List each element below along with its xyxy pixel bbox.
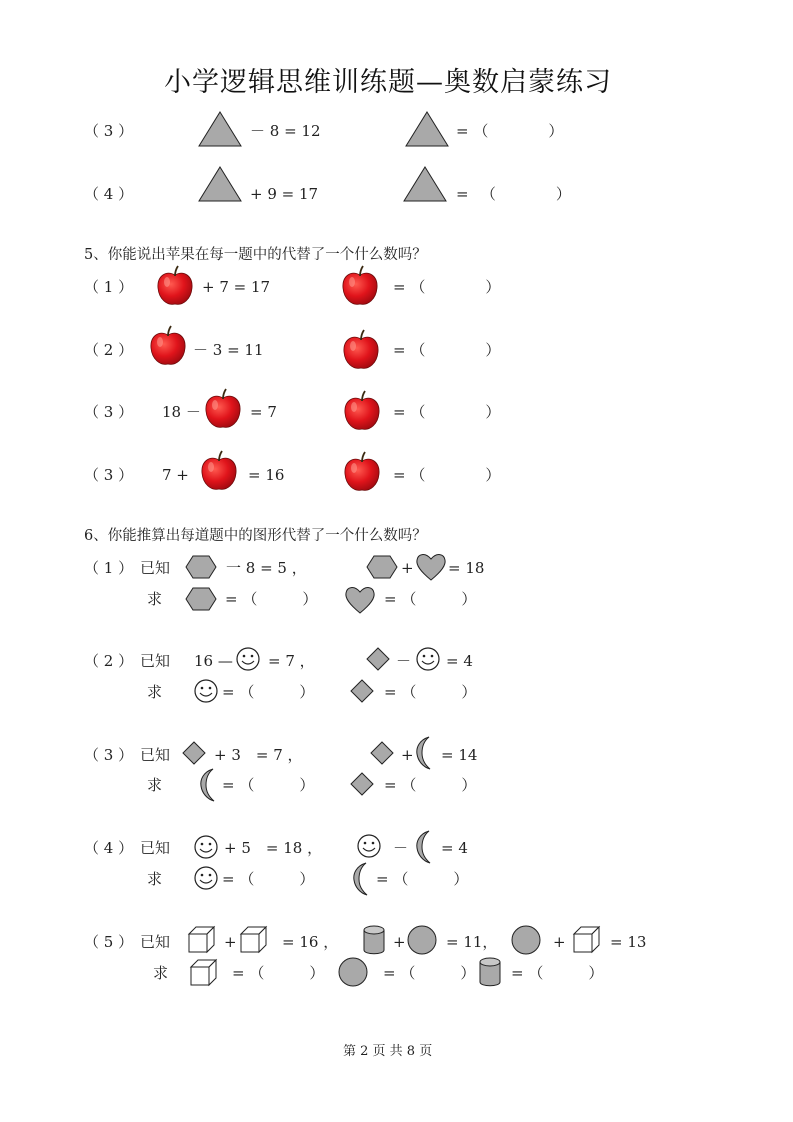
triangle-icon — [405, 111, 449, 147]
cube-icon — [190, 959, 217, 986]
smiley-icon — [194, 835, 218, 859]
q6-row-4-ans1: = （ ） — [222, 870, 315, 888]
q6-row-1-eq1: 一 8 = 5 ， — [226, 559, 307, 577]
q6-row-4-eq2-op: － — [393, 839, 409, 857]
q6-row-3-ans1: = （ ） — [222, 776, 315, 794]
q4-row-3-label: （ 3 ） — [84, 122, 134, 140]
smiley-icon — [194, 866, 218, 890]
q5-row-4-prefix: 7 + — [162, 466, 189, 484]
cube-icon — [240, 926, 267, 953]
q6-row-5-eq3-op: + — [553, 933, 566, 951]
hexagon-icon — [185, 587, 217, 611]
known-label: 已知 — [140, 746, 171, 764]
apple-icon — [342, 330, 380, 370]
cylinder-icon — [363, 925, 385, 955]
triangle-icon — [403, 166, 447, 202]
q6-row-1-label: （ 1 ） — [84, 559, 134, 577]
q6-row-5-eq3: = 13 — [610, 933, 647, 951]
q6-row-5-eq2-op: + — [393, 933, 406, 951]
apple-icon — [204, 389, 242, 429]
ask-label: 求 — [147, 776, 163, 794]
q6-row-3-eq2-op: + — [401, 746, 414, 764]
apple-icon — [149, 326, 187, 366]
q6-row-2-eq2-result: = 4 — [446, 652, 473, 670]
q6-row-5-eq1-op: + — [224, 933, 237, 951]
q5-row-1-equation: + 7 = 17 — [202, 278, 271, 296]
q6-row-3-eq2-result: = 14 — [441, 746, 478, 764]
page-number: 第 2 页 共 8 页 — [343, 1044, 433, 1059]
circle-icon — [511, 925, 541, 955]
smiley-icon — [194, 679, 218, 703]
q6-row-2-ans1: = （ ） — [222, 683, 315, 701]
q6-row-4-eq1: + 5 = 18 ， — [224, 839, 323, 857]
q6-row-1-ans2: = （ ） — [384, 590, 477, 608]
cube-icon — [188, 926, 215, 953]
q5-row-1-answer: = （ ） — [393, 278, 501, 296]
ask-label: 求 — [147, 870, 163, 888]
known-label: 已知 — [140, 839, 171, 857]
crescent-moon-icon — [198, 768, 216, 802]
circle-icon — [338, 957, 368, 987]
triangle-icon — [198, 111, 242, 147]
q6-row-2-eq1-prefix: 16 — — [194, 652, 233, 670]
q4-row-4-answer: = （ ） — [456, 185, 571, 203]
q5-row-3-answer: = （ ） — [393, 403, 501, 421]
q6-row-2-ans2: = （ ） — [384, 683, 477, 701]
q5-row-1-label: （ 1 ） — [84, 278, 134, 296]
ask-label: 求 — [147, 683, 163, 701]
apple-icon — [343, 391, 381, 431]
q5-row-3-equation: = 7 — [250, 403, 277, 421]
q6-row-3-ans2: = （ ） — [384, 776, 477, 794]
apple-icon — [343, 452, 381, 492]
q6-row-3-label: （ 3 ） — [84, 746, 134, 764]
q4-row-3-answer: = （ ） — [456, 122, 564, 140]
cube-icon — [573, 926, 600, 953]
q4-row-4-label: （ 4 ） — [84, 185, 134, 203]
q6-row-5-ans3: = （ ） — [511, 964, 604, 982]
triangle-icon — [198, 166, 242, 202]
q6-row-4-label: （ 4 ） — [84, 839, 134, 857]
heart-icon — [416, 552, 446, 581]
q6-row-4-eq2-result: = 4 — [441, 839, 468, 857]
q6-row-5-ans1: = （ ） — [232, 964, 325, 982]
q5-row-4-answer: = （ ） — [393, 466, 501, 484]
hexagon-icon — [366, 555, 398, 579]
ask-label: 求 — [147, 590, 163, 608]
apple-icon — [341, 266, 379, 306]
q4-row-3-equation: － 8 = 12 — [250, 122, 321, 140]
q5-row-2-label: （ 2 ） — [84, 341, 134, 359]
crescent-moon-icon — [414, 830, 432, 864]
q6-row-5-label: （ 5 ） — [84, 933, 134, 951]
q6-row-2-eq1: = 7 ， — [268, 652, 315, 670]
q6-row-1-eq2-op: + — [401, 559, 414, 577]
q6-row-4-ans2: = （ ） — [376, 870, 469, 888]
diamond-icon — [182, 741, 206, 765]
heart-icon — [345, 585, 375, 614]
q5-row-3-label: （ 3 ） — [84, 403, 134, 421]
smiley-icon — [416, 647, 440, 671]
apple-icon — [156, 266, 194, 306]
known-label: 已知 — [140, 933, 171, 951]
circle-icon — [407, 925, 437, 955]
q5-row-4-equation: = 16 — [248, 466, 285, 484]
known-label: 已知 — [140, 559, 171, 577]
q5-row-2-answer: = （ ） — [393, 341, 501, 359]
q5-row-2-equation: － 3 = 11 — [193, 341, 264, 359]
q6-row-3-eq1: + 3 = 7 ， — [214, 746, 303, 764]
q6-row-2-eq2-op: － — [396, 652, 412, 670]
q6-row-5-eq2: = 11， — [446, 933, 498, 951]
smiley-icon — [236, 647, 260, 671]
smiley-icon — [357, 834, 381, 858]
q5-row-3-prefix: 18 － — [162, 403, 201, 421]
q5-heading: 5、你能说出苹果在每一题中的代替了一个什么数吗？ — [84, 247, 427, 263]
q6-heading: 6、你能推算出每道题中的图形代替了一个什么数吗？ — [84, 528, 427, 544]
q4-row-4-equation: + 9 = 17 — [250, 185, 319, 203]
crescent-moon-icon — [351, 862, 369, 896]
diamond-icon — [350, 679, 374, 703]
crescent-moon-icon — [414, 736, 432, 770]
q6-row-5-ans2: = （ ） — [383, 964, 476, 982]
q6-row-5-eq1: = 16 ， — [282, 933, 339, 951]
diamond-icon — [370, 741, 394, 765]
cylinder-icon — [479, 957, 501, 987]
hexagon-icon — [185, 555, 217, 579]
q6-row-1-eq2-result: = 18 — [448, 559, 485, 577]
known-label: 已知 — [140, 652, 171, 670]
diamond-icon — [350, 772, 374, 796]
q6-row-2-label: （ 2 ） — [84, 652, 134, 670]
ask-label: 求 — [153, 964, 169, 982]
apple-icon — [200, 451, 238, 491]
diamond-icon — [366, 647, 390, 671]
q5-row-4-label: （ 3 ） — [84, 466, 134, 484]
q6-row-1-ans1: = （ ） — [225, 590, 318, 608]
page-title: 小学逻辑思维训练题—奥数启蒙练习 — [164, 67, 612, 98]
